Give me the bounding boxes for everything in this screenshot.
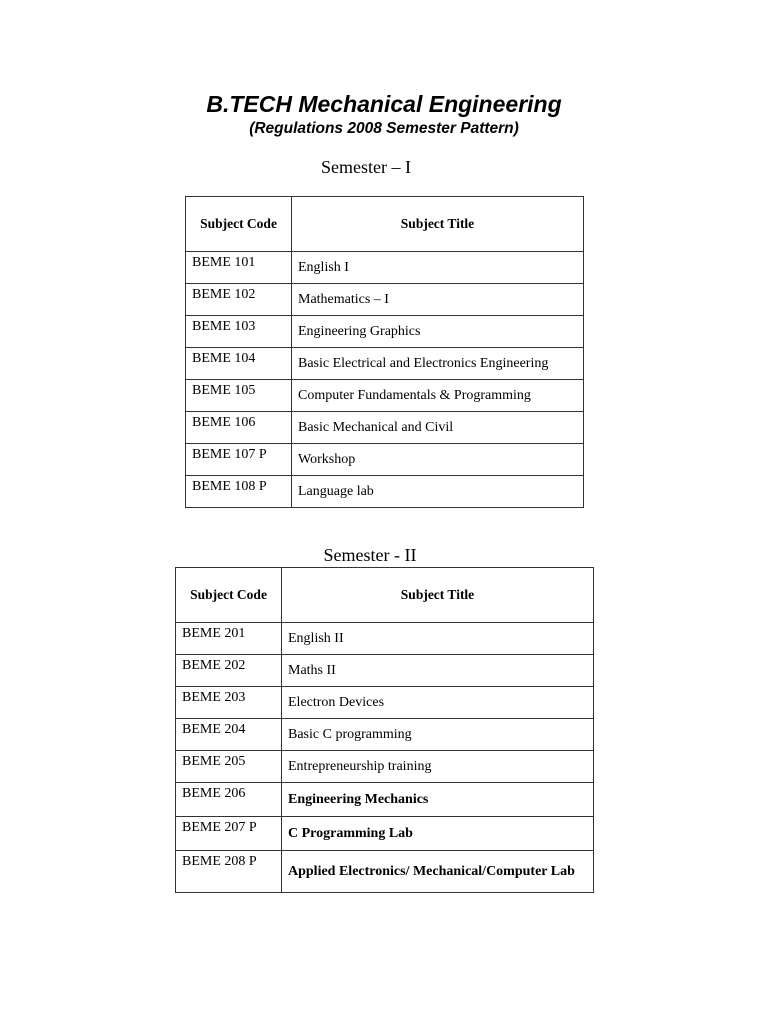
subject-title: Engineering Mechanics (282, 783, 594, 817)
subject-code: BEME 202 (176, 655, 282, 687)
subject-title: Electron Devices (282, 687, 594, 719)
table-row (186, 348, 584, 380)
semester-2-table (175, 567, 594, 893)
table-row (176, 783, 594, 817)
table-row (186, 444, 584, 476)
subject-code: BEME 107 P (186, 444, 292, 476)
column-header-subject-title: Subject Title (292, 197, 584, 252)
subject-code: BEME 103 (186, 316, 292, 348)
subject-title: Basic Mechanical and Civil (292, 412, 584, 444)
subject-title: Basic C programming (282, 719, 594, 751)
subject-title: English I (292, 252, 584, 284)
table-row (176, 719, 594, 751)
document-title: B.TECH Mechanical Engineering (206, 91, 562, 117)
subject-title: Entrepreneurship training (282, 751, 594, 783)
table-header-row (176, 568, 594, 623)
subject-title: Applied Electronics/ Mechanical/Computer Lab (282, 851, 594, 893)
subject-code: BEME 203 (176, 687, 282, 719)
subject-title: Maths II (282, 655, 594, 687)
table-row (186, 252, 584, 284)
subject-code: BEME 105 (186, 380, 292, 412)
table-header-row (186, 197, 584, 252)
subject-title: Computer Fundamentals & Programming (292, 380, 584, 412)
table-row (186, 476, 584, 508)
table-row (176, 687, 594, 719)
subject-code: BEME 206 (176, 783, 282, 817)
subject-title: Mathematics – I (292, 284, 584, 316)
document-subtitle: (Regulations 2008 Semester Pattern) (249, 120, 519, 137)
subject-code: BEME 201 (176, 623, 282, 655)
subject-code: BEME 101 (186, 252, 292, 284)
subject-title: Basic Electrical and Electronics Engineering (292, 348, 584, 380)
subject-title: Language lab (292, 476, 584, 508)
table-row (176, 623, 594, 655)
subject-title: Engineering Graphics (292, 316, 584, 348)
table-row (176, 751, 594, 783)
subject-title: Workshop (292, 444, 584, 476)
subject-code: BEME 205 (176, 751, 282, 783)
table-row (186, 412, 584, 444)
subject-code: BEME 106 (186, 412, 292, 444)
subject-code: BEME 104 (186, 348, 292, 380)
table-row (176, 817, 594, 851)
table-row (176, 655, 594, 687)
table-row (186, 380, 584, 412)
column-header-subject-title: Subject Title (282, 568, 594, 623)
subject-code: BEME 102 (186, 284, 292, 316)
table-row (176, 851, 594, 893)
table-row (186, 284, 584, 316)
subject-title: English II (282, 623, 594, 655)
subject-code: BEME 208 P (176, 851, 282, 893)
table-row (186, 316, 584, 348)
semester-2-heading: Semester - II (323, 545, 417, 565)
subject-code: BEME 108 P (186, 476, 292, 508)
subject-code: BEME 207 P (176, 817, 282, 851)
subject-title: C Programming Lab (282, 817, 594, 851)
semester-1-table (185, 196, 584, 508)
subject-code: BEME 204 (176, 719, 282, 751)
semester-1-heading: Semester – I (321, 157, 411, 177)
column-header-subject-code: Subject Code (186, 197, 292, 252)
column-header-subject-code: Subject Code (176, 568, 282, 623)
